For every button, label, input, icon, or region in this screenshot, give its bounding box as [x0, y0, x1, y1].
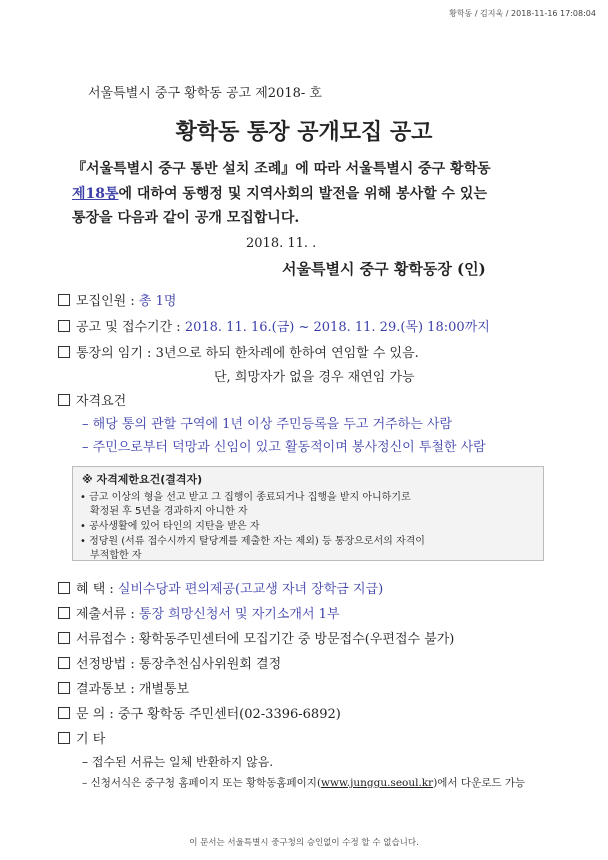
recruit-label: 모집인원 :: [76, 294, 139, 309]
checkbox-icon: [58, 394, 70, 406]
qualification-1: – 해당 통의 관할 구역에 1년 이상 주민등록을 두고 거주하는 사람: [82, 417, 453, 432]
selection-text: 선정방법 : 통장추천심사위원회 결정: [76, 657, 282, 672]
benefit-value: 실비수당과 편의제공(고교생 자녀 장학금 지급): [117, 582, 384, 597]
docs-label: 제출서류 :: [76, 607, 139, 622]
term-note: 단, 희망자가 없을 경우 재연임 가능: [214, 370, 415, 385]
result-text: 결과통보 : 개별통보: [76, 682, 190, 697]
restriction-item-3a: • 정당원 (서류 접수시까지 탈당계를 제출한 자는 제외) 등 통장으로서의 자격이: [80, 536, 425, 547]
docs-value: 통장 희망신청서 및 자기소개서 1부: [138, 607, 340, 622]
intro-line-3: 통장을 다음과 같이 공개 모집합니다.: [72, 210, 300, 226]
etc-label: 기 타: [76, 732, 106, 747]
restriction-heading: ※ 자격제한요건(결격자): [82, 473, 203, 486]
qualification-2: – 주민으로부터 덕망과 신임이 있고 활동적이며 봉사정신이 투철한 사람: [82, 440, 486, 455]
restriction-item-1b: 확정된 후 5년을 경과하지 아니한 자: [90, 506, 248, 517]
checkbox-icon: [58, 320, 70, 332]
page-title: 황학동 통장 공개모집 공고: [175, 119, 433, 145]
recruit-value: 총 1명: [138, 294, 177, 309]
issuer: 서울특별시 중구 황학동장 (인): [282, 260, 486, 278]
checkbox-icon: [58, 707, 70, 719]
intro-line-1: 『서울특별시 중구 통반 설치 조례』에 따라 서울특별시 중구 황학동: [72, 161, 491, 177]
inquiry-row: [58, 703, 341, 722]
inquiry-text: 문 의 : 중구 황학동 주민센터(02-3396-6892): [76, 707, 341, 722]
footer-notice: 이 문서는 서울특별시 중구청의 승인없이 수정 할 수 없습니다.: [189, 838, 419, 848]
homepage-link[interactable]: www.junggu.seoul.kr: [321, 777, 434, 789]
notice-number: 서울특별시 중구 황학동 공고 제2018- 호: [88, 86, 322, 101]
restriction-item-2: • 공사생활에 있어 타인의 지탄을 받은 자: [80, 521, 260, 532]
etc-item-2-b: )에서 다운로드 가능: [433, 777, 526, 789]
benefit-row: [58, 578, 383, 597]
etc-row: [58, 728, 105, 747]
qualification-row: [58, 390, 126, 409]
checkbox-icon: [58, 346, 70, 358]
checkbox-icon: [58, 732, 70, 744]
recruit-row: [58, 290, 176, 309]
term-label: 통장의 임기 : 3년으로 하되 한차례에 한하여 연임할 수 있음.: [76, 346, 419, 361]
checkbox-icon: [58, 632, 70, 644]
receipt-row: [58, 628, 454, 647]
restriction-item-3b: 부적합한 자: [90, 550, 142, 561]
checkbox-icon: [58, 682, 70, 694]
intro-line-2-rest: 에 대하여 동행정 및 지역사회의 발전을 위해 봉사할 수 있는: [118, 186, 487, 202]
benefit-label: 혜 택 :: [76, 582, 118, 597]
checkbox-icon: [58, 657, 70, 669]
term-row: [58, 342, 419, 361]
checkbox-icon: [58, 607, 70, 619]
selection-row: [58, 653, 281, 672]
checkbox-icon: [58, 582, 70, 594]
period-label: 공고 및 접수기간 :: [76, 320, 185, 335]
etc-item-2: [82, 775, 525, 790]
document-stamp: 황학동 / 김지욱 / 2018-11-16 17:08:04: [449, 9, 596, 18]
receipt-text: 서류접수 : 황학동주민센터에 모집기간 중 방문접수(우편접수 불가): [76, 632, 455, 647]
qualification-label: 자격요건: [76, 394, 127, 409]
etc-item-1: – 접수된 서류는 일체 반환하지 않음.: [82, 755, 274, 769]
intro-highlight: 제18통: [72, 186, 119, 202]
intro-line-2: [72, 183, 487, 203]
result-row: [58, 678, 189, 697]
etc-item-2-a: – 신청서식은 중구청 홈페이지 또는 황학동홈페이지(: [82, 777, 322, 789]
notice-date: 2018. 11. .: [246, 236, 317, 251]
period-value: 2018. 11. 16.(금) ~ 2018. 11. 29.(목) 18:00까지: [184, 320, 490, 335]
restriction-item-1a: • 금고 이상의 형을 선고 받고 그 집행이 종료되거나 집행을 받지 아니하기로: [80, 492, 411, 503]
period-row: [58, 316, 490, 335]
checkbox-icon: [58, 294, 70, 306]
docs-row: [58, 603, 340, 622]
